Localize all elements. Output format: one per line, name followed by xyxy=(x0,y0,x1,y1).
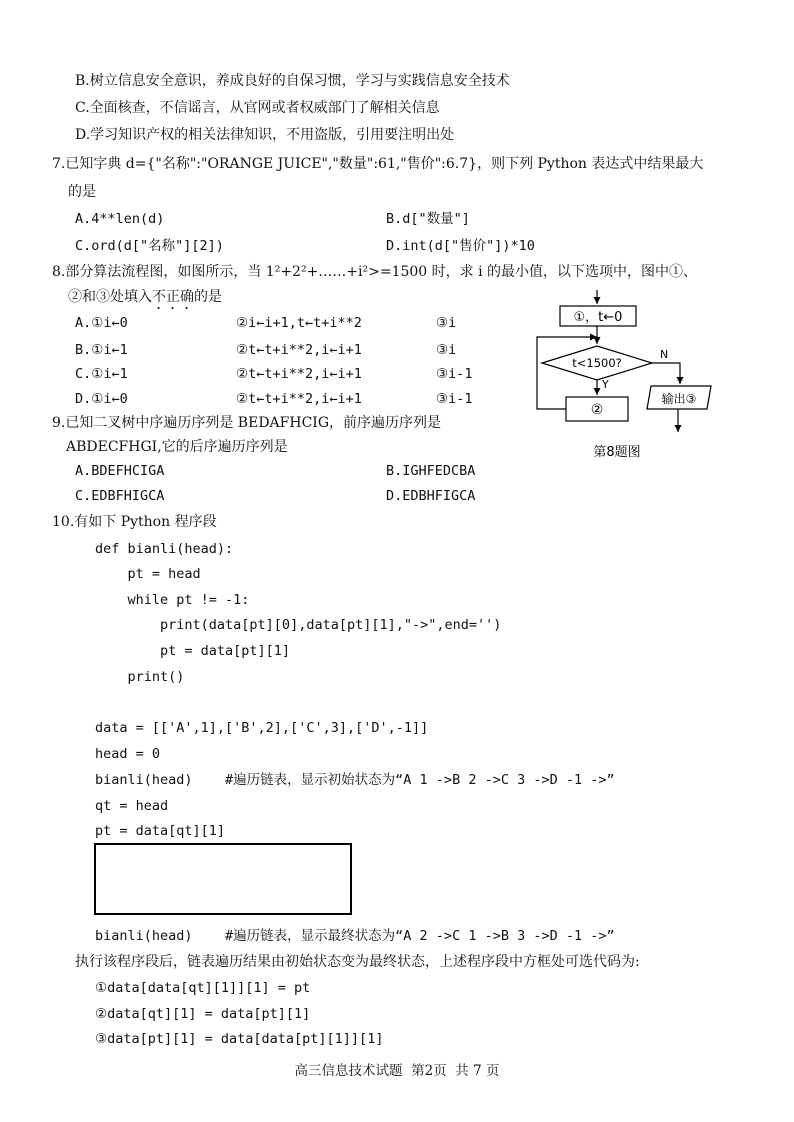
q8-b-col3: ③i xyxy=(436,342,457,358)
q8-d-col1: D.①i←0 xyxy=(75,391,128,407)
q9-option-a: A.BDEFHCIGA xyxy=(75,463,165,479)
q8-stem-post: 的是 xyxy=(194,289,222,305)
q10-stem: 10.有如下 Python 程序段 xyxy=(52,514,217,530)
q7-option-a: A.4**len(d) xyxy=(75,211,165,227)
q9-option-d: D.EDBHFIGCA xyxy=(386,488,476,504)
q10-option-2: ②data[qt][1] = data[pt][1] xyxy=(95,1006,311,1022)
q9-option-b: B.IGHFEDCBA xyxy=(386,463,476,479)
q7-option-c: C.ord(d["名称"][2]) xyxy=(75,238,224,254)
q8-a-col1: A.①i←0 xyxy=(75,315,128,331)
q8-b-col1: B.①i←1 xyxy=(75,342,128,358)
q7-option-d: D.int(d["售价"])*10 xyxy=(386,238,535,254)
page-footer: 高三信息技术试题 第2页 共 7 页 xyxy=(294,1063,500,1079)
option-d-line: D.学习知识产权的相关法律知识，不用盗版，引用要注明出处 xyxy=(75,127,455,143)
q8-c-col1: C.①i←1 xyxy=(75,366,128,382)
flow-yes-label: Y xyxy=(602,378,609,391)
flowchart xyxy=(520,285,730,460)
code-line-11: pt = data[qt][1] xyxy=(95,823,226,839)
q7-stem: 7.已知字典 d={"名称":"ORANGE JUICE","数量":61,"售价":6.7}，则下列 Python 表达式中结果最大 xyxy=(52,156,704,172)
q10-option-3: ③data[pt][1] = data[data[pt][1]][1] xyxy=(95,1031,384,1047)
code-line-12: bianli(head) #遍历链表，显示最终状态为“A 2 ->C 1 ->B 3 ->D -1 ->” xyxy=(95,928,615,944)
code-line-3: while pt != -1: xyxy=(95,592,250,608)
q8-stem-cont xyxy=(68,287,222,313)
code-line-2: pt = head xyxy=(95,566,201,582)
option-c-line: C.全面核查，不信谣言，从官网或者权威部门了解相关信息 xyxy=(75,100,440,116)
q7-stem-cont: 的是 xyxy=(68,184,96,200)
code-line-9: bianli(head) #遍历链表，显示初始状态为“A 1 ->B 2 ->C 3 ->D -1 ->” xyxy=(95,772,615,788)
q10-option-1: ①data[data[qt][1]][1] = pt xyxy=(95,980,311,996)
q8-d-col2: ②t←t+i**2,i←i+1 xyxy=(236,391,362,407)
code-line-8: head = 0 xyxy=(95,746,161,762)
flow-output-label: 输出③ xyxy=(661,392,697,406)
answer-blank-box xyxy=(94,843,352,915)
code-line-7: data = [['A',1],['B',2],['C',3],['D',-1]] xyxy=(95,720,429,736)
q8-a-col2: ②i←i+1,t←t+i**2 xyxy=(236,315,362,331)
flow-cond-label: t<1500? xyxy=(572,356,622,370)
code-line-4: print(data[pt][0],data[pt][1],"->",end='') xyxy=(95,617,502,633)
flow-init-label: ①，t←0 xyxy=(573,310,623,325)
q8-d-col3: ③i-1 xyxy=(436,391,473,407)
q7-option-b: B.d["数量"] xyxy=(386,211,470,227)
q10-after-text: 执行该程序段后，链表遍历结果由初始状态变为最终状态，上述程序段中方框处可选代码为: xyxy=(75,954,640,970)
q8-stem: 8.部分算法流程图，如图所示，当 1²+2²+……+i²>=1500 时，求 i 的最小值，以下选项中，图中①、 xyxy=(52,264,698,280)
q8-stem-pre: ②和③处填入 xyxy=(68,289,152,305)
code-line-5: pt = data[pt][1] xyxy=(95,643,291,659)
code-line-10: qt = head xyxy=(95,798,169,814)
q9-option-c: C.EDBFHIGCA xyxy=(75,488,165,504)
q8-emphasis: 不正确 xyxy=(152,289,194,305)
q8-c-col3: ③i-1 xyxy=(436,366,473,382)
q8-b-col2: ②t←t+i**2,i←i+1 xyxy=(236,342,362,358)
q8-c-col2: ②t←t+i**2,i←i+1 xyxy=(236,366,362,382)
flow-caption: 第8题图 xyxy=(593,445,641,460)
code-line-6: print() xyxy=(95,669,185,685)
flow-no-label: N xyxy=(660,348,669,361)
flow-body-label: ② xyxy=(590,402,604,418)
code-line-1: def bianli(head): xyxy=(95,541,234,557)
q8-a-col3: ③i xyxy=(436,315,457,331)
option-b-line: B.树立信息安全意识，养成良好的自保习惯，学习与实践信息安全技术 xyxy=(75,73,510,89)
q9-stem: 9.已知二叉树中序遍历序列是 BEDAFHCIG，前序遍历序列是 xyxy=(52,415,441,431)
q9-stem-cont: ABDECFHGI,它的后序遍历序列是 xyxy=(66,439,288,455)
